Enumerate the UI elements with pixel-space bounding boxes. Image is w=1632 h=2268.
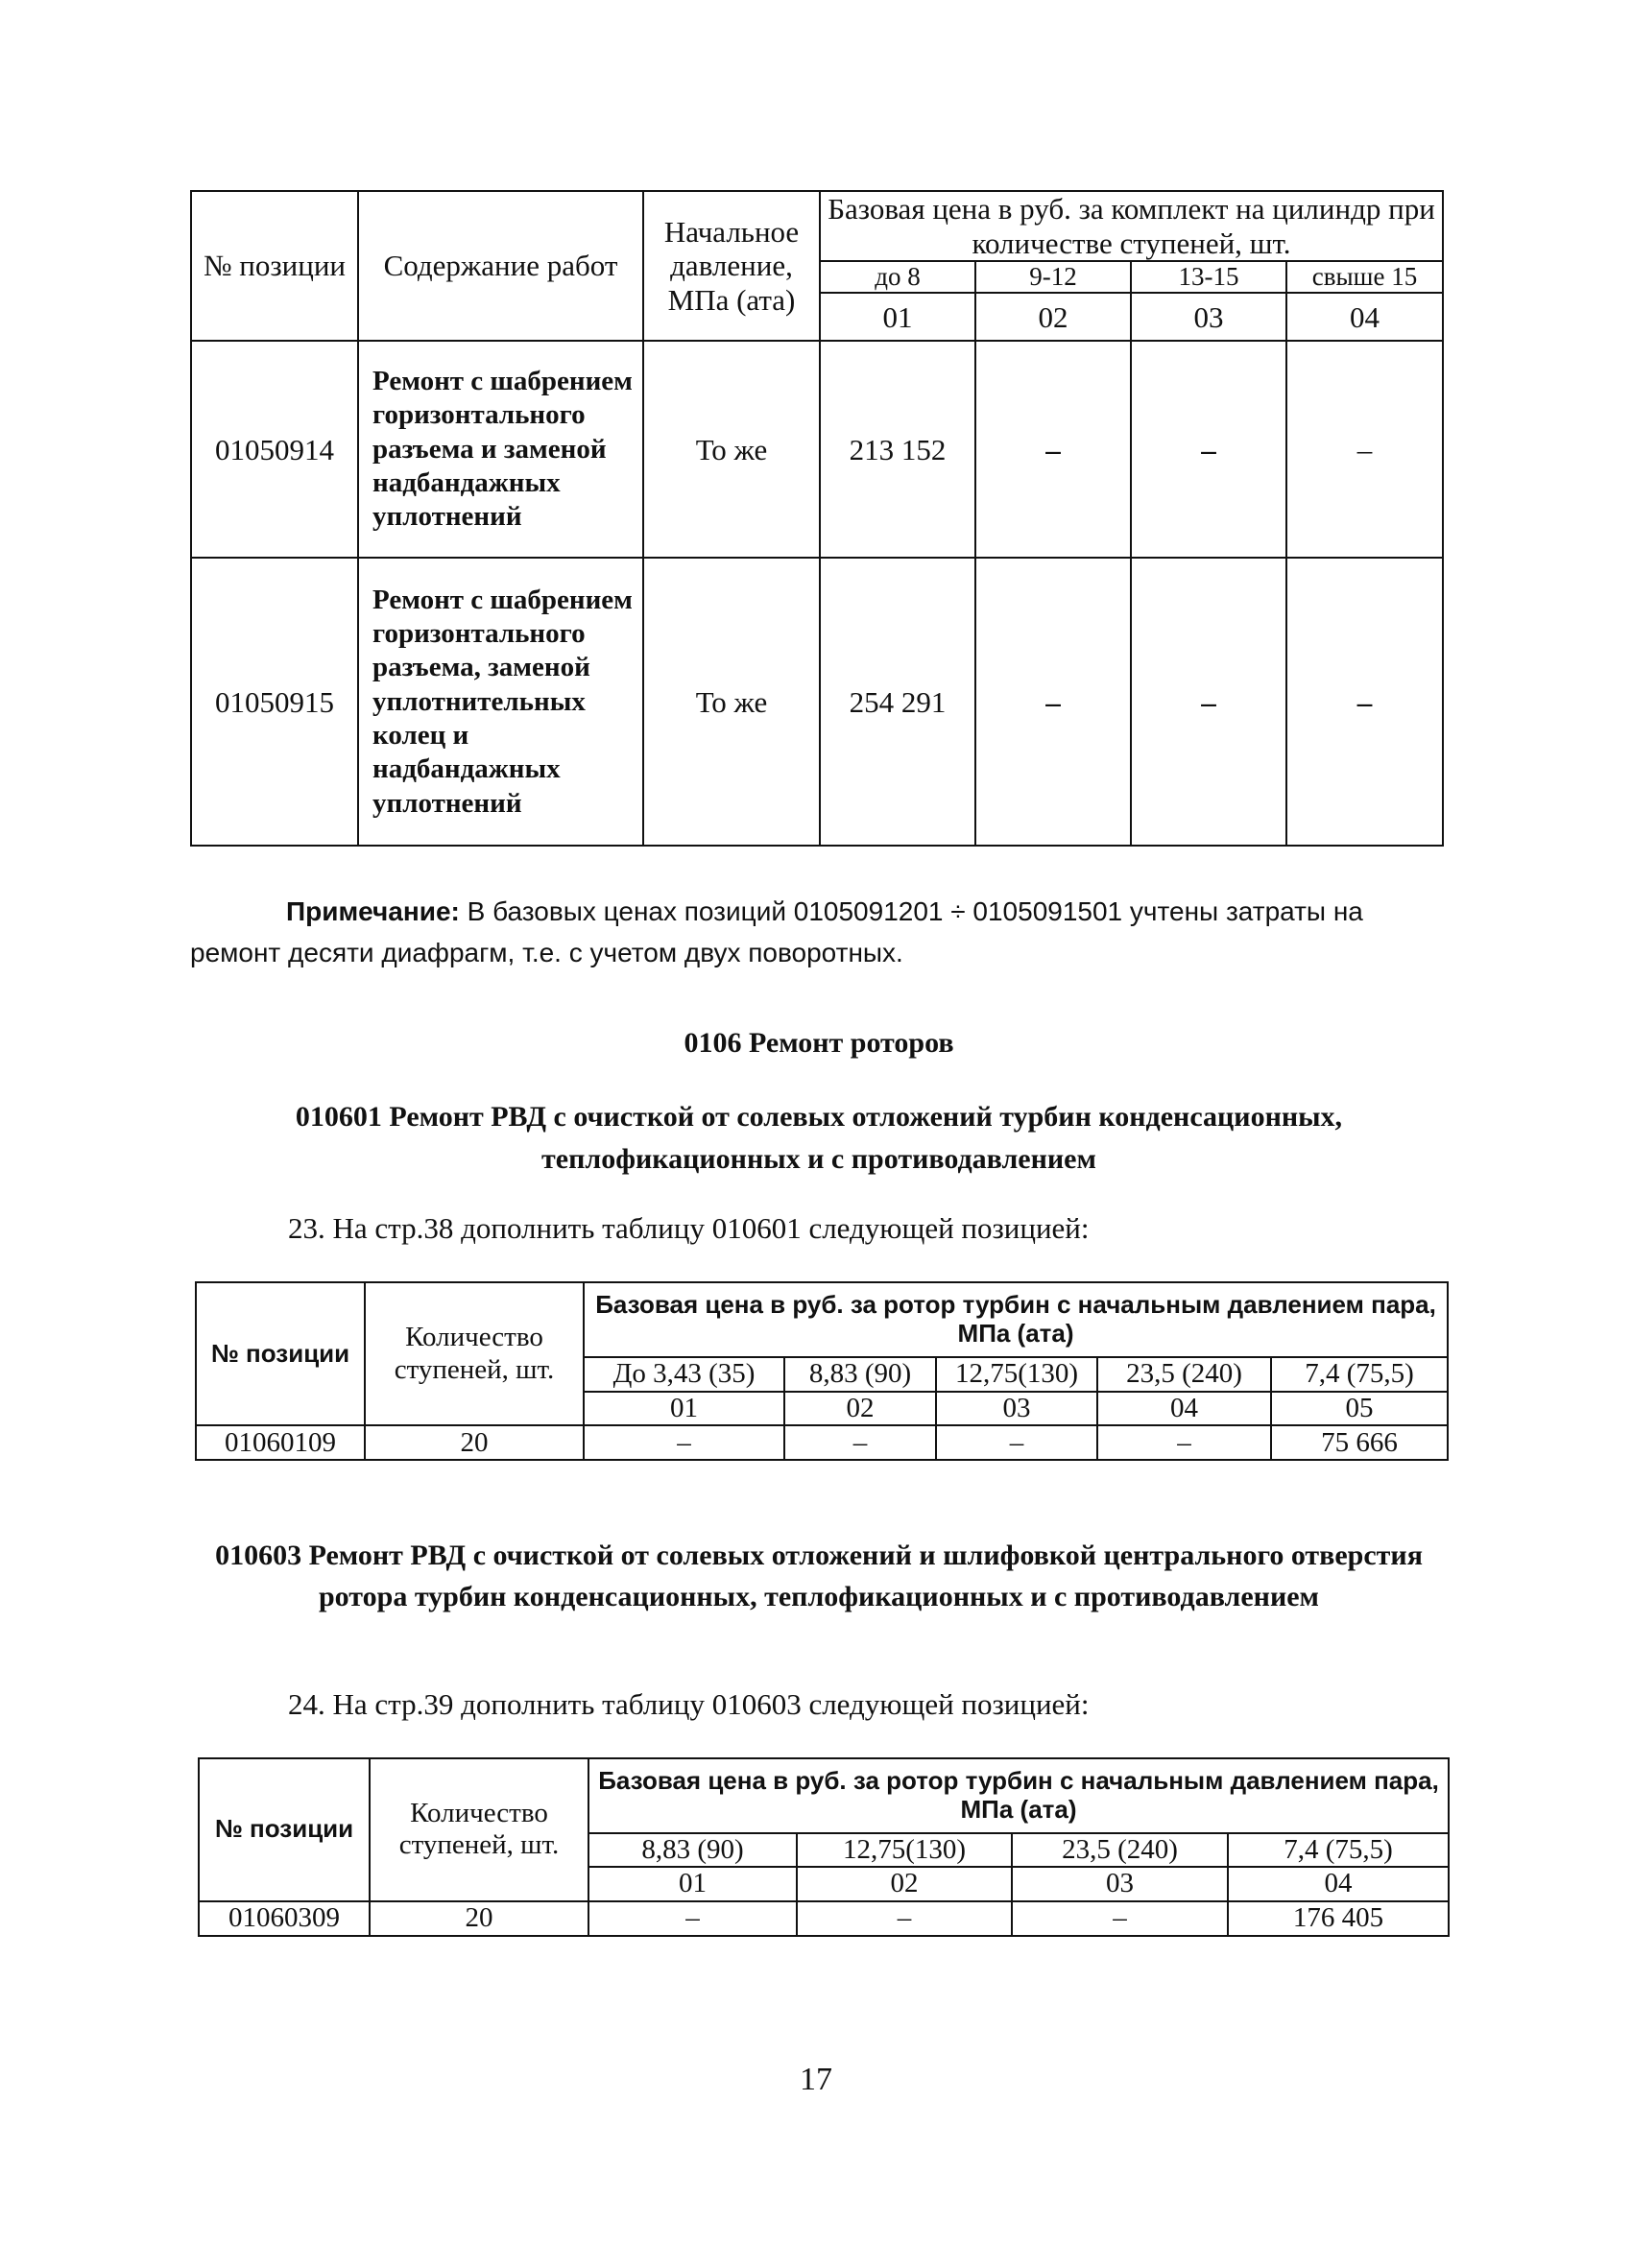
row-pos: 01050914 [191,341,358,558]
header-range: 8,83 (90) [784,1357,936,1392]
row-steps: 20 [365,1425,584,1460]
header-range: До 3,43 (35) [584,1357,784,1392]
header-code: 02 [975,293,1131,341]
header-code: 03 [936,1392,1097,1425]
header-range: свыше 15 [1286,261,1443,293]
section-heading-010603: 010603 Ремонт РВД с очисткой от солевых отложений и шлифовкой центрального отверстия ротора турбин конденсационных, теплофикационных и с противодавлением [215,1540,1423,1612]
price-table-010603 [198,1757,1450,1937]
row-content: Ремонт с шабрением горизонтального разъема, заменой уплотнительных колец и надбандажных уплотнений [358,558,643,846]
row-value: – [1097,1425,1271,1460]
note-paragraph [190,891,1448,974]
header-price-group: Базовая цена в руб. за ротор турбин с начальным давлением пара, МПа (ата) [588,1758,1449,1833]
header-range: 7,4 (75,5) [1228,1833,1449,1867]
row-value: – [1131,341,1286,558]
row-pos: 01060109 [196,1425,365,1460]
row-value: – [1286,341,1443,558]
header-code: 02 [797,1867,1012,1900]
header-range: 23,5 (240) [1012,1833,1228,1867]
row-value: 213 152 [820,341,975,558]
row-value: – [1286,558,1443,846]
header-range: 9-12 [975,261,1131,293]
header-range: 23,5 (240) [1097,1357,1271,1392]
row-value: – [975,558,1131,846]
section-heading-0106: 0106 Ремонт роторов [684,1027,954,1059]
row-pressure: То же [643,341,820,558]
header-code: 03 [1012,1867,1228,1900]
header-code: 01 [588,1867,797,1900]
header-steps: Количество ступеней, шт. [370,1758,588,1901]
row-value: – [588,1901,797,1936]
header-range: 7,4 (75,5) [1271,1357,1448,1392]
section-heading-010601: 010601 Ремонт РВД с очисткой от солевых отложений турбин конденсационных, теплофикационных и с противодавлением [295,1101,1343,1175]
page-number: 17 [800,2062,832,2097]
header-price-group: Базовая цена в руб. за комплект на цилиндр при количестве ступеней, шт. [820,191,1443,261]
row-value: – [975,341,1131,558]
table-row [191,341,1443,558]
row-value: – [1012,1901,1228,1936]
header-steps: Количество ступеней, шт. [365,1282,584,1425]
row-value: 254 291 [820,558,975,846]
row-value: 75 666 [1271,1425,1448,1460]
table-row [191,558,1443,846]
header-pressure: Начальное давление, МПа (ата) [643,191,820,341]
row-value: – [797,1901,1012,1936]
header-code: 02 [784,1392,936,1425]
instruction-23: 23. На стр.38 дополнить таблицу 010601 следующей позицией: [288,1211,1090,1245]
header-range: 8,83 (90) [588,1833,797,1867]
header-pos: № позиции [199,1758,370,1901]
row-pos: 01060309 [199,1901,370,1936]
header-range: 12,75(130) [797,1833,1012,1867]
row-steps: 20 [370,1901,588,1936]
header-code: 04 [1286,293,1443,341]
row-value: 176 405 [1228,1901,1449,1936]
header-code: 01 [584,1392,784,1425]
header-code: 05 [1271,1392,1448,1425]
header-price-group: Базовая цена в руб. за ротор турбин с начальным давлением пара, МПа (ата) [584,1282,1448,1357]
instruction-24: 24. На стр.39 дополнить таблицу 010603 следующей позицией: [288,1687,1090,1721]
header-range: до 8 [820,261,975,293]
price-table-010601 [195,1281,1449,1461]
note-label: Примечание: [286,896,460,926]
row-pos: 01050915 [191,558,358,846]
row-value: – [1131,558,1286,846]
header-content: Содержание работ [358,191,643,341]
price-table-cylinder [190,190,1444,847]
header-code: 01 [820,293,975,341]
table-row [199,1901,1449,1936]
header-pos: № позиции [191,191,358,341]
header-code: 04 [1097,1392,1271,1425]
row-value: – [936,1425,1097,1460]
row-value: – [584,1425,784,1460]
note-text: В базовых ценах позиций 0105091201 ÷ 0105091501 учтены затраты на ремонт десяти диафрагм, т.е. с учетом двух поворотных. [190,896,1363,968]
row-pressure: То же [643,558,820,846]
header-code: 03 [1131,293,1286,341]
row-content: Ремонт с шабрением горизонтального разъема и заменой надбандажных уплотнений [358,341,643,558]
table-row [196,1425,1448,1460]
header-pos: № позиции [196,1282,365,1425]
header-range: 13-15 [1131,261,1286,293]
header-range: 12,75(130) [936,1357,1097,1392]
row-value: – [784,1425,936,1460]
header-code: 04 [1228,1867,1449,1900]
